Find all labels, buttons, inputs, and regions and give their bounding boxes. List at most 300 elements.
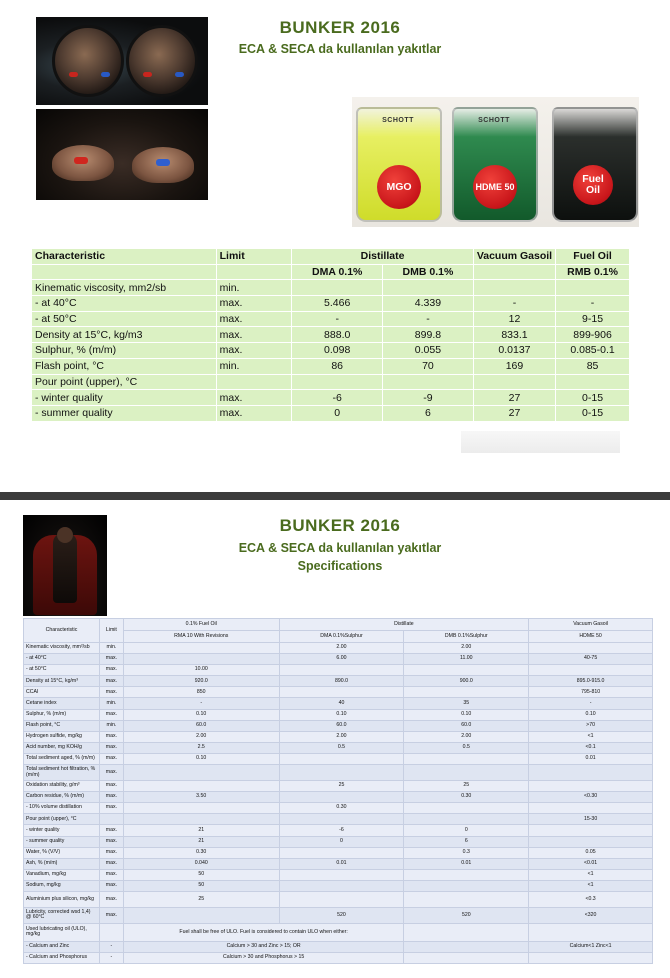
table-cell: 2.00 (404, 731, 529, 742)
header-dma: DMA 0.1% (292, 264, 383, 280)
row-label: - at 50°C (24, 665, 100, 676)
row-label: Density at 15°C, kg/m³ (24, 676, 100, 687)
table-cell: 0 (404, 825, 529, 836)
row-limit: - (99, 941, 123, 952)
right-hand (132, 147, 194, 183)
header-limit: Limit (216, 249, 292, 265)
header-hdme: HDME 50 (529, 631, 653, 643)
table-cell (404, 687, 529, 698)
row-label: - 10% volume distillation (24, 803, 100, 814)
table-row (24, 836, 653, 847)
row-label: Lubricity, corrected wsd 1,4) @ 60°C (24, 907, 100, 923)
table-cell (279, 792, 404, 803)
row-label: Flash point, °C (24, 720, 100, 731)
matrix-glasses-photo (36, 17, 208, 105)
row-limit: max. (216, 327, 292, 343)
table-cell: Calcium > 30 and Zinc > 15; OR (123, 941, 404, 952)
table-cell: 35 (404, 698, 529, 709)
table-row (32, 343, 630, 359)
row-limit: max. (99, 676, 123, 687)
table-row (24, 765, 653, 781)
table-row (24, 941, 653, 952)
slide-1-title-block (200, 18, 480, 56)
table-cell (529, 825, 653, 836)
row-limit: max. (99, 880, 123, 891)
row-limit: max. (216, 296, 292, 312)
morpheus-chair-photo (23, 515, 107, 616)
row-limit: max. (99, 825, 123, 836)
table-cell: 11.00 (404, 654, 529, 665)
mgo-label-badge: MGO (377, 165, 421, 209)
table-cell: 15-30 (529, 814, 653, 825)
table-cell (404, 869, 529, 880)
red-pill-icon (143, 72, 152, 77)
slide-divider (0, 492, 670, 500)
table-cell (556, 374, 630, 390)
table-cell (404, 880, 529, 891)
row-limit: max. (216, 311, 292, 327)
header-rmb: RMB 0.1% (556, 264, 630, 280)
fuel-beakers-photo (352, 97, 639, 227)
header-characteristic: Characteristic (32, 249, 217, 265)
table-row (32, 374, 630, 390)
table-row (24, 923, 653, 941)
row-label: Aluminium plus silicon, mg/kg (24, 891, 100, 907)
table-cell (404, 923, 529, 941)
row-limit: max. (216, 390, 292, 406)
table-cell: 12 (473, 311, 555, 327)
table-body (24, 643, 653, 964)
row-limit (216, 374, 292, 390)
table-cell: <1 (529, 880, 653, 891)
row-label: Total sediment aged, % (m/m) (24, 753, 100, 764)
table-cell (123, 781, 279, 792)
table-cell: 2.00 (279, 731, 404, 742)
row-label: Density at 15°C, kg/m3 (32, 327, 217, 343)
row-limit: min. (216, 358, 292, 374)
pills-in-hands-photo (36, 109, 208, 200)
table-cell: 3.50 (123, 792, 279, 803)
row-limit: max. (99, 654, 123, 665)
shade-bar (461, 431, 620, 453)
table-cell: 0.01 (279, 858, 404, 869)
table-cell: - (529, 698, 653, 709)
table-cell (123, 803, 279, 814)
red-pill-icon (74, 157, 88, 164)
table-cell: 899-906 (556, 327, 630, 343)
table-cell: 0.05 (529, 847, 653, 858)
table-cell (404, 941, 529, 952)
table-cell: Fuel shall be free of ULO. Fuel is considered to contain ULO when either: (123, 923, 404, 941)
table-cell (292, 280, 383, 296)
table-cell: 86 (292, 358, 383, 374)
table-cell (529, 923, 653, 941)
table-cell: 0.30 (404, 792, 529, 803)
table-row (24, 654, 653, 665)
row-label: CCAI (24, 687, 100, 698)
row-limit: max. (216, 405, 292, 421)
row-label: Vanadium, mg/kg (24, 869, 100, 880)
row-label: Flash point, °C (32, 358, 217, 374)
table-cell: >70 (529, 720, 653, 731)
table-cell: 50 (123, 880, 279, 891)
slide-title: BUNKER 2016 (279, 516, 401, 535)
row-label: Pour point (upper), °C (24, 814, 100, 825)
table-cell (529, 836, 653, 847)
table-row (32, 390, 630, 406)
table-header-row (24, 619, 653, 631)
table-cell: 9-15 (556, 311, 630, 327)
row-limit: max. (99, 765, 123, 781)
table-row (24, 698, 653, 709)
table-cell: 850 (123, 687, 279, 698)
table-cell (529, 781, 653, 792)
table-cell: 40-75 (529, 654, 653, 665)
table-row (24, 781, 653, 792)
table-cell (404, 765, 529, 781)
table-cell: 888.0 (292, 327, 383, 343)
table-row (32, 405, 630, 421)
row-limit: max. (99, 687, 123, 698)
table-cell: - (556, 296, 630, 312)
table-cell: 520 (404, 907, 529, 923)
table-cell: <0.3 (529, 891, 653, 907)
table-row (24, 687, 653, 698)
table-cell: 25 (279, 781, 404, 792)
table-row (32, 327, 630, 343)
header-dmb: DMB 0.1% (383, 264, 474, 280)
slide-subtitle: ECA & SECA da kullanılan yakıtlar (238, 541, 442, 555)
row-limit: max. (99, 847, 123, 858)
table-row (24, 953, 653, 964)
right-lens-reflection (126, 25, 198, 97)
header-dmb: DMB 0.1%Sulphur (404, 631, 529, 643)
table-cell (383, 280, 474, 296)
table-row (32, 280, 630, 296)
slide-subtitle: ECA & SECA da kullanılan yakıtlar (238, 42, 442, 56)
table-cell: 60.0 (404, 720, 529, 731)
table-cell (473, 264, 555, 280)
table-cell: 0.5 (279, 742, 404, 753)
table-cell: 5.466 (292, 296, 383, 312)
table-cell: 27 (473, 405, 555, 421)
row-label: Hydrogen sulfide, mg/kg (24, 731, 100, 742)
table-cell: 899.8 (383, 327, 474, 343)
table-cell: Calcium > 30 and Phosphorus > 15 (123, 953, 404, 964)
table-cell: 0-15 (556, 405, 630, 421)
table-cell: Calcium<1 Zinc<1 (529, 941, 653, 952)
table-cell: 21 (123, 836, 279, 847)
hdme-beaker (452, 107, 538, 222)
table-cell (32, 264, 217, 280)
table-cell (473, 374, 555, 390)
table-cell (123, 643, 279, 654)
table-cell: 27 (473, 390, 555, 406)
table-row (32, 296, 630, 312)
row-limit: max. (99, 781, 123, 792)
row-label: - summer quality (24, 836, 100, 847)
table-cell: 2.00 (279, 643, 404, 654)
table-row (24, 814, 653, 825)
header-vacuum-gasoil: Vacuum Gasoil (473, 249, 555, 265)
table-cell: - (383, 311, 474, 327)
row-label: Ash, % (m/m) (24, 858, 100, 869)
table-cell: 0.10 (404, 709, 529, 720)
table-cell: 0.040 (123, 858, 279, 869)
table-cell: -9 (383, 390, 474, 406)
table-row (24, 891, 653, 907)
slide-title: BUNKER 2016 (279, 18, 401, 37)
table-cell: 10.00 (123, 665, 279, 676)
row-label: Total sediment hot filtration, % (m/m) (24, 765, 100, 781)
table-cell: 0.10 (529, 709, 653, 720)
table-row (24, 858, 653, 869)
fuel-comparison-table (31, 248, 630, 422)
table-cell: 2.00 (123, 731, 279, 742)
table-cell: <1 (529, 731, 653, 742)
row-limit (99, 814, 123, 825)
table-cell: 21 (123, 825, 279, 836)
table-cell: <0.01 (529, 858, 653, 869)
table-cell: <0.30 (529, 792, 653, 803)
table-row (24, 665, 653, 676)
table-row (24, 803, 653, 814)
header-rma: RMA 10 With Revisions (123, 631, 279, 643)
table-cell (529, 643, 653, 654)
row-label: Kinematic viscosity, mm²/sb (24, 643, 100, 654)
row-label: Kinematic viscosity, mm2/sb (32, 280, 217, 296)
table-cell (529, 665, 653, 676)
table-cell (556, 280, 630, 296)
table-cell: 2.00 (404, 643, 529, 654)
table-row (24, 720, 653, 731)
table-cell (279, 665, 404, 676)
row-limit: max. (99, 742, 123, 753)
table-cell: 6.00 (279, 654, 404, 665)
table-cell: <320 (529, 907, 653, 923)
table-cell (279, 847, 404, 858)
table-cell: 85 (556, 358, 630, 374)
table-cell: 0.085-0.1 (556, 343, 630, 359)
table-row (24, 907, 653, 923)
row-label: Oxidation stability, g/m³ (24, 781, 100, 792)
table-row (24, 709, 653, 720)
row-label: - at 50°C (32, 311, 217, 327)
table-cell: 795-810 (529, 687, 653, 698)
table-cell: 60.0 (123, 720, 279, 731)
table-cell: 0 (279, 836, 404, 847)
table-cell: 0.10 (123, 709, 279, 720)
table-cell (404, 814, 529, 825)
table-body (32, 280, 630, 421)
table-cell: <0.1 (529, 742, 653, 753)
row-label: - winter quality (32, 390, 217, 406)
row-label: Sodium, mg/kg (24, 880, 100, 891)
row-limit: - (99, 953, 123, 964)
table-cell (404, 665, 529, 676)
left-lens-reflection (52, 25, 124, 97)
figure-head (57, 527, 73, 543)
table-cell: 6 (383, 405, 474, 421)
table-cell: 25 (123, 891, 279, 907)
table-cell (529, 953, 653, 964)
table-cell: 833.1 (473, 327, 555, 343)
table-cell (123, 907, 279, 923)
red-pill-icon (69, 72, 78, 77)
table-cell: 0.5 (404, 742, 529, 753)
table-cell: 169 (473, 358, 555, 374)
header-dma: DMA 0.1%Sulphur (279, 631, 404, 643)
row-limit: max. (216, 343, 292, 359)
row-label: - Calcium and Phosphorus (24, 953, 100, 964)
row-limit: max. (99, 836, 123, 847)
table-row (24, 792, 653, 803)
table-cell: 50 (123, 869, 279, 880)
row-label: - at 40°C (32, 296, 217, 312)
table-cell (404, 753, 529, 764)
specifications-table (23, 618, 653, 964)
table-cell: 895.0-915.0 (529, 676, 653, 687)
table-cell: -6 (279, 825, 404, 836)
row-limit: max. (99, 709, 123, 720)
row-label: Cetane index (24, 698, 100, 709)
row-limit (99, 923, 123, 941)
left-hand (52, 145, 114, 181)
table-row (24, 753, 653, 764)
row-limit: max. (99, 907, 123, 923)
row-label: Water, % (V/V) (24, 847, 100, 858)
table-cell: 70 (383, 358, 474, 374)
row-limit: max. (99, 792, 123, 803)
table-row (24, 825, 653, 836)
row-label: Sulphur, % (m/m) (24, 709, 100, 720)
row-limit: max. (99, 858, 123, 869)
seated-figure (53, 533, 77, 603)
table-cell: 4.339 (383, 296, 474, 312)
table-cell (123, 814, 279, 825)
table-cell: 890.0 (279, 676, 404, 687)
table-cell (292, 374, 383, 390)
table-row (32, 311, 630, 327)
slide-subtitle-specifications: Specifications (297, 559, 383, 573)
table-cell: 0.0137 (473, 343, 555, 359)
row-label: Carbon residue, % (m/m) (24, 792, 100, 803)
table-cell: 0.30 (123, 847, 279, 858)
table-row (32, 358, 630, 374)
table-cell: 900.0 (404, 676, 529, 687)
table-cell: 0.098 (292, 343, 383, 359)
table-cell: 60.0 (279, 720, 404, 731)
table-cell: 2.5 (123, 742, 279, 753)
table-cell: 25 (404, 781, 529, 792)
table-cell (279, 869, 404, 880)
table-cell: 6 (404, 836, 529, 847)
header-vacuum-gasoil: Vacuum Gasoil (529, 619, 653, 631)
row-label: - summer quality (32, 405, 217, 421)
table-cell: 0 (292, 405, 383, 421)
table-cell: 0.01 (529, 753, 653, 764)
row-label: Used lubricating oil (ULO), mg/kg (24, 923, 100, 941)
table-row (24, 869, 653, 880)
header-fuel-oil: Fuel Oil (556, 249, 630, 265)
table-cell: 40 (279, 698, 404, 709)
header-characteristic: Characteristic (24, 619, 100, 643)
table-cell: - (292, 311, 383, 327)
row-limit: min. (216, 280, 292, 296)
blue-pill-icon (156, 159, 170, 166)
table-cell (279, 814, 404, 825)
table-header-row (32, 249, 630, 265)
row-label: Pour point (upper), °C (32, 374, 217, 390)
row-label: Sulphur, % (m/m) (32, 343, 217, 359)
row-limit: max. (99, 803, 123, 814)
table-cell (529, 765, 653, 781)
table-row (24, 676, 653, 687)
fuel-oil-label-badge: Fuel Oil (573, 165, 613, 205)
table-cell (383, 374, 474, 390)
table-cell (123, 765, 279, 781)
hdme-label-badge: HDME 50 (473, 165, 517, 209)
table-cell: <1 (529, 869, 653, 880)
table-row (24, 847, 653, 858)
table-cell: 0.01 (404, 858, 529, 869)
row-label: Acid number, mg KOH/g (24, 742, 100, 753)
table-cell: 0.055 (383, 343, 474, 359)
table-cell (123, 654, 279, 665)
table-subheader-row (32, 264, 630, 280)
table-cell: - (473, 296, 555, 312)
slide-2-title-block (200, 516, 480, 574)
row-limit: min. (99, 698, 123, 709)
row-limit: max. (99, 869, 123, 880)
row-label: - Calcium and Zinc (24, 941, 100, 952)
row-limit: min. (99, 720, 123, 731)
table-cell (279, 765, 404, 781)
table-cell (404, 953, 529, 964)
table-cell (529, 803, 653, 814)
table-cell: 520 (279, 907, 404, 923)
blue-pill-icon (175, 72, 184, 77)
table-cell: 0.30 (279, 803, 404, 814)
slide-2 (0, 500, 670, 978)
table-row (24, 643, 653, 654)
table-row (24, 731, 653, 742)
table-cell: 0.10 (123, 753, 279, 764)
row-limit: min. (99, 643, 123, 654)
table-cell: 0.3 (404, 847, 529, 858)
table-cell (279, 880, 404, 891)
header-distillate: Distillate (279, 619, 529, 631)
blue-pill-icon (101, 72, 110, 77)
table-cell: 0.10 (279, 709, 404, 720)
row-limit: max. (99, 753, 123, 764)
table-cell (473, 280, 555, 296)
table-cell: -6 (292, 390, 383, 406)
beaker-brand: SCHOTT (478, 117, 510, 124)
table-cell (279, 687, 404, 698)
table-cell: 0-15 (556, 390, 630, 406)
table-cell (279, 891, 404, 907)
table-cell (404, 891, 529, 907)
row-label: - winter quality (24, 825, 100, 836)
mgo-beaker (356, 107, 442, 222)
table-cell: - (123, 698, 279, 709)
header-distillate: Distillate (292, 249, 474, 265)
table-cell (404, 803, 529, 814)
row-limit: max. (99, 665, 123, 676)
row-limit: max. (99, 891, 123, 907)
beaker-brand: SCHOTT (382, 117, 414, 124)
